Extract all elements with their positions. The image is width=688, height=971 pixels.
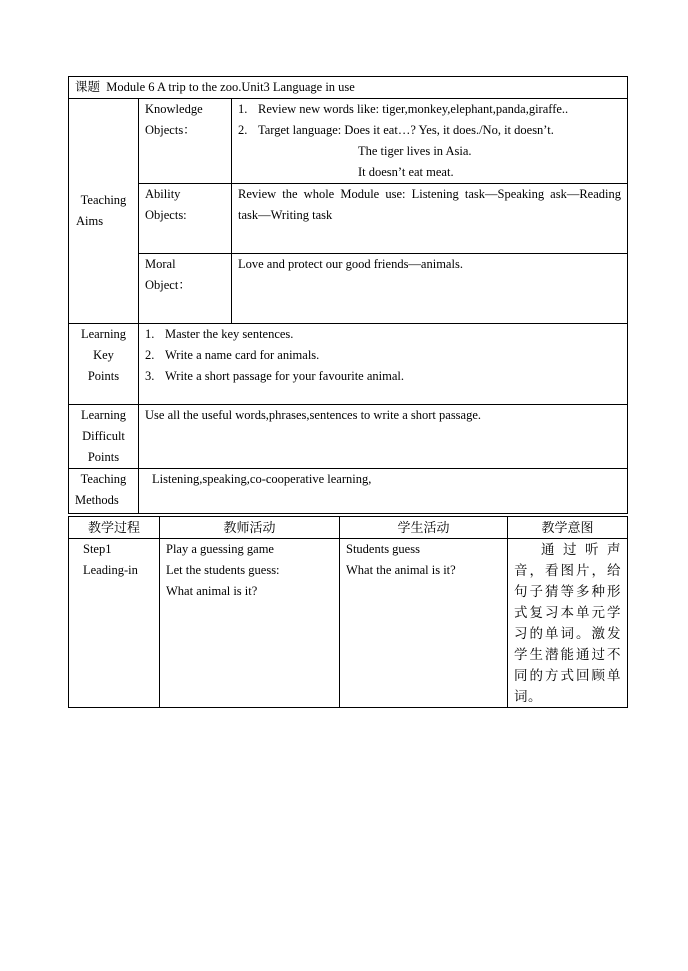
ability-label: Ability Objects: [139,184,232,254]
title-label: 课题 [75,80,101,94]
knowledge-row [69,99,628,184]
step-cell: Step1 Leading-in [69,539,160,708]
list-item: 1. Review new words like: tiger,monkey,elephant,panda,giraffe.. [238,102,569,116]
key-points-row [69,324,628,405]
methods-row [69,469,628,514]
list-item: 1. Master the key sentences. [145,327,294,341]
list-item: 2. Target language: Does it eat…? Yes, it does./No, it doesn’t. [238,123,554,137]
difficult-points-row [69,405,628,469]
lesson-title: Module 6 A trip to the zoo.Unit3 Language in use [106,80,355,94]
process-header-row [69,517,628,539]
key-points-content [139,324,628,405]
methods-content: Listening,speaking,co-cooperative learning, [139,469,628,514]
header-student: 学生活动 [340,517,508,539]
header-teacher: 教师活动 [160,517,340,539]
lesson-plan-table [68,76,628,514]
moral-row [69,254,628,324]
list-item: 2. Write a name card for animals. [145,348,320,362]
teacher-activity-cell: Play a guessing game Let the students guess: What animal is it? [160,539,340,708]
ability-row [69,184,628,254]
process-table [68,516,628,708]
target-language-line: It doesn’t eat meat. [358,165,454,179]
moral-label: Moral Object： [139,254,232,324]
target-language-line: The tiger lives in Asia. [358,144,472,158]
header-process: 教学过程 [69,517,160,539]
header-intent: 教学意图 [508,517,628,539]
list-item: 3. Write a short passage for your favourite animal. [145,369,404,383]
teaching-aims-label: Teaching Aims [69,99,139,324]
knowledge-content [232,99,628,184]
table-row [69,539,628,708]
key-points-label: Learning Key Points [69,324,139,405]
moral-content: Love and protect our good friends—animals. [232,254,628,324]
student-activity-cell: Students guess What the animal is it? [340,539,508,708]
intent-cell: 通过听声音，看图片，给句子猜等多种形式复习本单元学习的单词。激发学生潜能通过不同的方式回顾单词。 [508,539,628,708]
difficult-points-label: Learning Difficult Points [69,405,139,469]
knowledge-label: Knowledge Objects： [139,99,232,184]
ability-content: Review the whole Module use: Listening task—Speaking ask—Reading task—Writing task [232,184,628,254]
difficult-points-content: Use all the useful words,phrases,sentences to write a short passage. [139,405,628,469]
methods-label: Teaching Methods [69,469,139,514]
title-row [69,77,628,99]
